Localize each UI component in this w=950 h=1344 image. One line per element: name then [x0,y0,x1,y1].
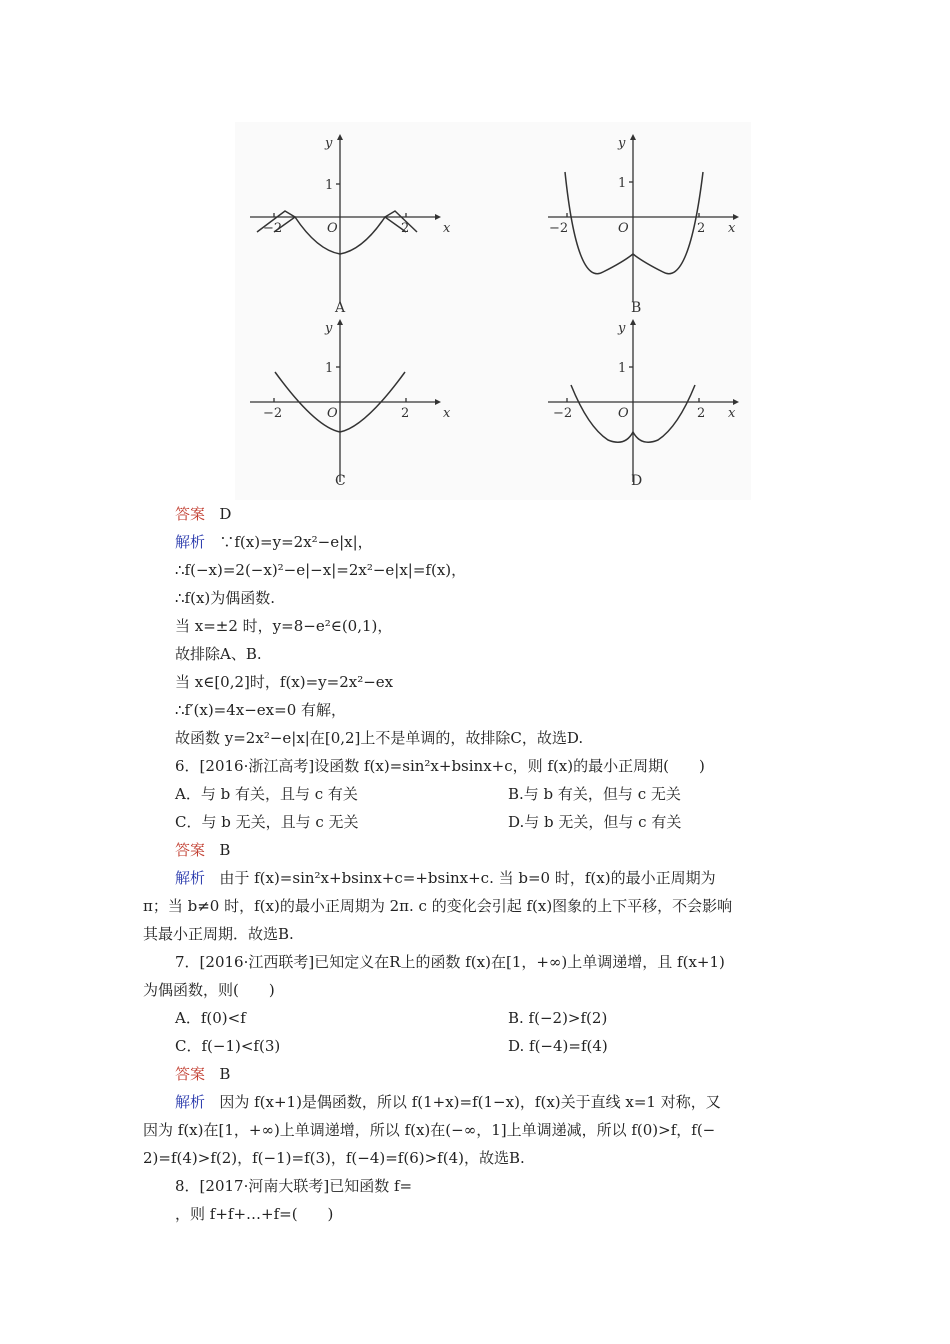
answer-6 [175,840,230,860]
tick-label-pos: 2 [697,406,706,421]
q6-option-b: B.与 b 有关，但与 c 无关 [508,785,681,803]
origin-label: O [618,221,629,236]
analysis-7-line-1 [175,1092,721,1112]
tick-label-pos: 2 [401,221,410,236]
answer-value: B [219,841,231,859]
analysis-text: 由于 f(x)=sin²x+bsinx+c=+bsinx+c. 当 b=0 时，f(x)的最小正周期为 [219,869,716,887]
graph-panel-b [543,132,753,316]
panel-caption: B [631,300,642,316]
answer-value: B [219,1065,231,1083]
tick-label-pos: 2 [697,221,706,236]
analysis-5-line-8: 故函数 y=2x²−e|x|在[0,2]上不是单调的，故排除C，故选D. [175,729,584,747]
answer-tag: 答案 [175,505,206,523]
q7-option-b: B. f(−2)>f(2) [508,1009,608,1027]
q7-option-a: A．f(0)<f [175,1009,246,1027]
y-axis-label: y [325,136,333,151]
x-axis-label: x [728,221,736,236]
graph-panel-a [245,132,455,316]
answer-5 [175,504,231,524]
analysis-5-line-7: ∴f′(x)=4x−ex=0 有解， [175,701,347,719]
function-graphs-figure [235,122,751,500]
tick-label-one: 1 [325,178,334,193]
analysis-6-line-1 [175,868,716,888]
analysis-6-line-2: π；当 b≠0 时，f(x)的最小正周期为 2π. c 的变化会引起 f(x)图象的上下平移，不会影响 [143,897,733,915]
tick-label-pos: 2 [401,406,410,421]
answer-tag: 答案 [175,841,206,859]
q6-option-a: A．与 b 有关，且与 c 有关 [175,785,358,803]
analysis-text: ∵f(x)=y=2x²−e|x|， [219,533,373,551]
q7-option-c: C．f(−1)<f(3) [175,1037,281,1055]
panel-caption: A [335,300,346,316]
tick-label-neg: −2 [263,406,283,421]
analysis-7-line-3: 2)=f(4)>f(2)，f(−1)=f(3)，f(−4)=f(6)>f(4)，故选B. [143,1149,525,1167]
analysis-5-line-4: 当 x=±2 时，y=8−e²∈(0,1)， [175,617,393,635]
x-axis-label: x [443,406,451,421]
answer-value: D [219,505,232,523]
analysis-7-line-2: 因为 f(x)在[1，+∞)上单调递增，所以 f(x)在(−∞，1]上单调递减，所以 f(0)>f，f(− [143,1121,716,1139]
analysis-5-line-3: ∴f(x)为偶函数. [175,589,276,607]
y-axis-label: y [325,321,333,336]
analysis-text: 因为 f(x+1)是偶函数，所以 f(1+x)=f(1−x)，f(x)关于直线 x=1 对称，又 [219,1093,721,1111]
graph-panel-c [245,317,455,501]
tick-label-one: 1 [618,176,627,191]
analysis-tag: 解析 [175,869,206,887]
analysis-tag: 解析 [175,533,206,551]
y-axis-label: y [618,136,626,151]
answer-tag: 答案 [175,1065,206,1083]
origin-label: O [618,406,629,421]
analysis-tag: 解析 [175,1093,206,1111]
tick-label-neg: −2 [263,221,283,236]
analysis-5-line-5: 故排除A、B. [175,645,262,663]
x-axis-label: x [443,221,451,236]
origin-label: O [327,221,338,236]
panel-caption: D [631,473,643,489]
tick-label-one: 1 [325,361,334,376]
answer-7 [175,1064,230,1084]
analysis-6-line-3: 其最小正周期．故选B. [143,925,294,943]
x-axis-label: x [728,406,736,421]
analysis-5-line-1 [175,532,373,552]
analysis-5-line-6: 当 x∈[0,2]时，f(x)=y=2x²−ex [175,673,394,691]
tick-label-neg: −2 [549,221,569,236]
question-7-line-1: 7．[2016·江西联考]已知定义在R上的函数 f(x)在[1，+∞)上单调递增，且 f(x+1) [175,953,725,971]
question-8-line-2: ，则 f+f+…+f=( ) [175,1205,334,1223]
question-7-line-2: 为偶函数，则( ) [143,981,275,999]
q6-option-c: C．与 b 无关，且与 c 无关 [175,813,359,831]
q7-option-d: D. f(−4)=f(4) [508,1037,608,1055]
question-8-line-1: 8．[2017·河南大联考]已知函数 f= [175,1177,413,1195]
q6-option-d: D.与 b 无关，但与 c 有关 [508,813,682,831]
graph-panel-d [543,317,753,501]
panel-caption: C [335,473,346,489]
y-axis-label: y [618,321,626,336]
question-6: 6．[2016·浙江高考]设函数 f(x)=sin²x+bsinx+c，则 f(x)的最小正周期( ) [175,757,705,775]
analysis-5-line-2: ∴f(−x)=2(−x)²−e|−x|=2x²−e|x|=f(x)， [175,561,467,579]
tick-label-one: 1 [618,361,627,376]
origin-label: O [327,406,338,421]
tick-label-neg: −2 [553,406,573,421]
